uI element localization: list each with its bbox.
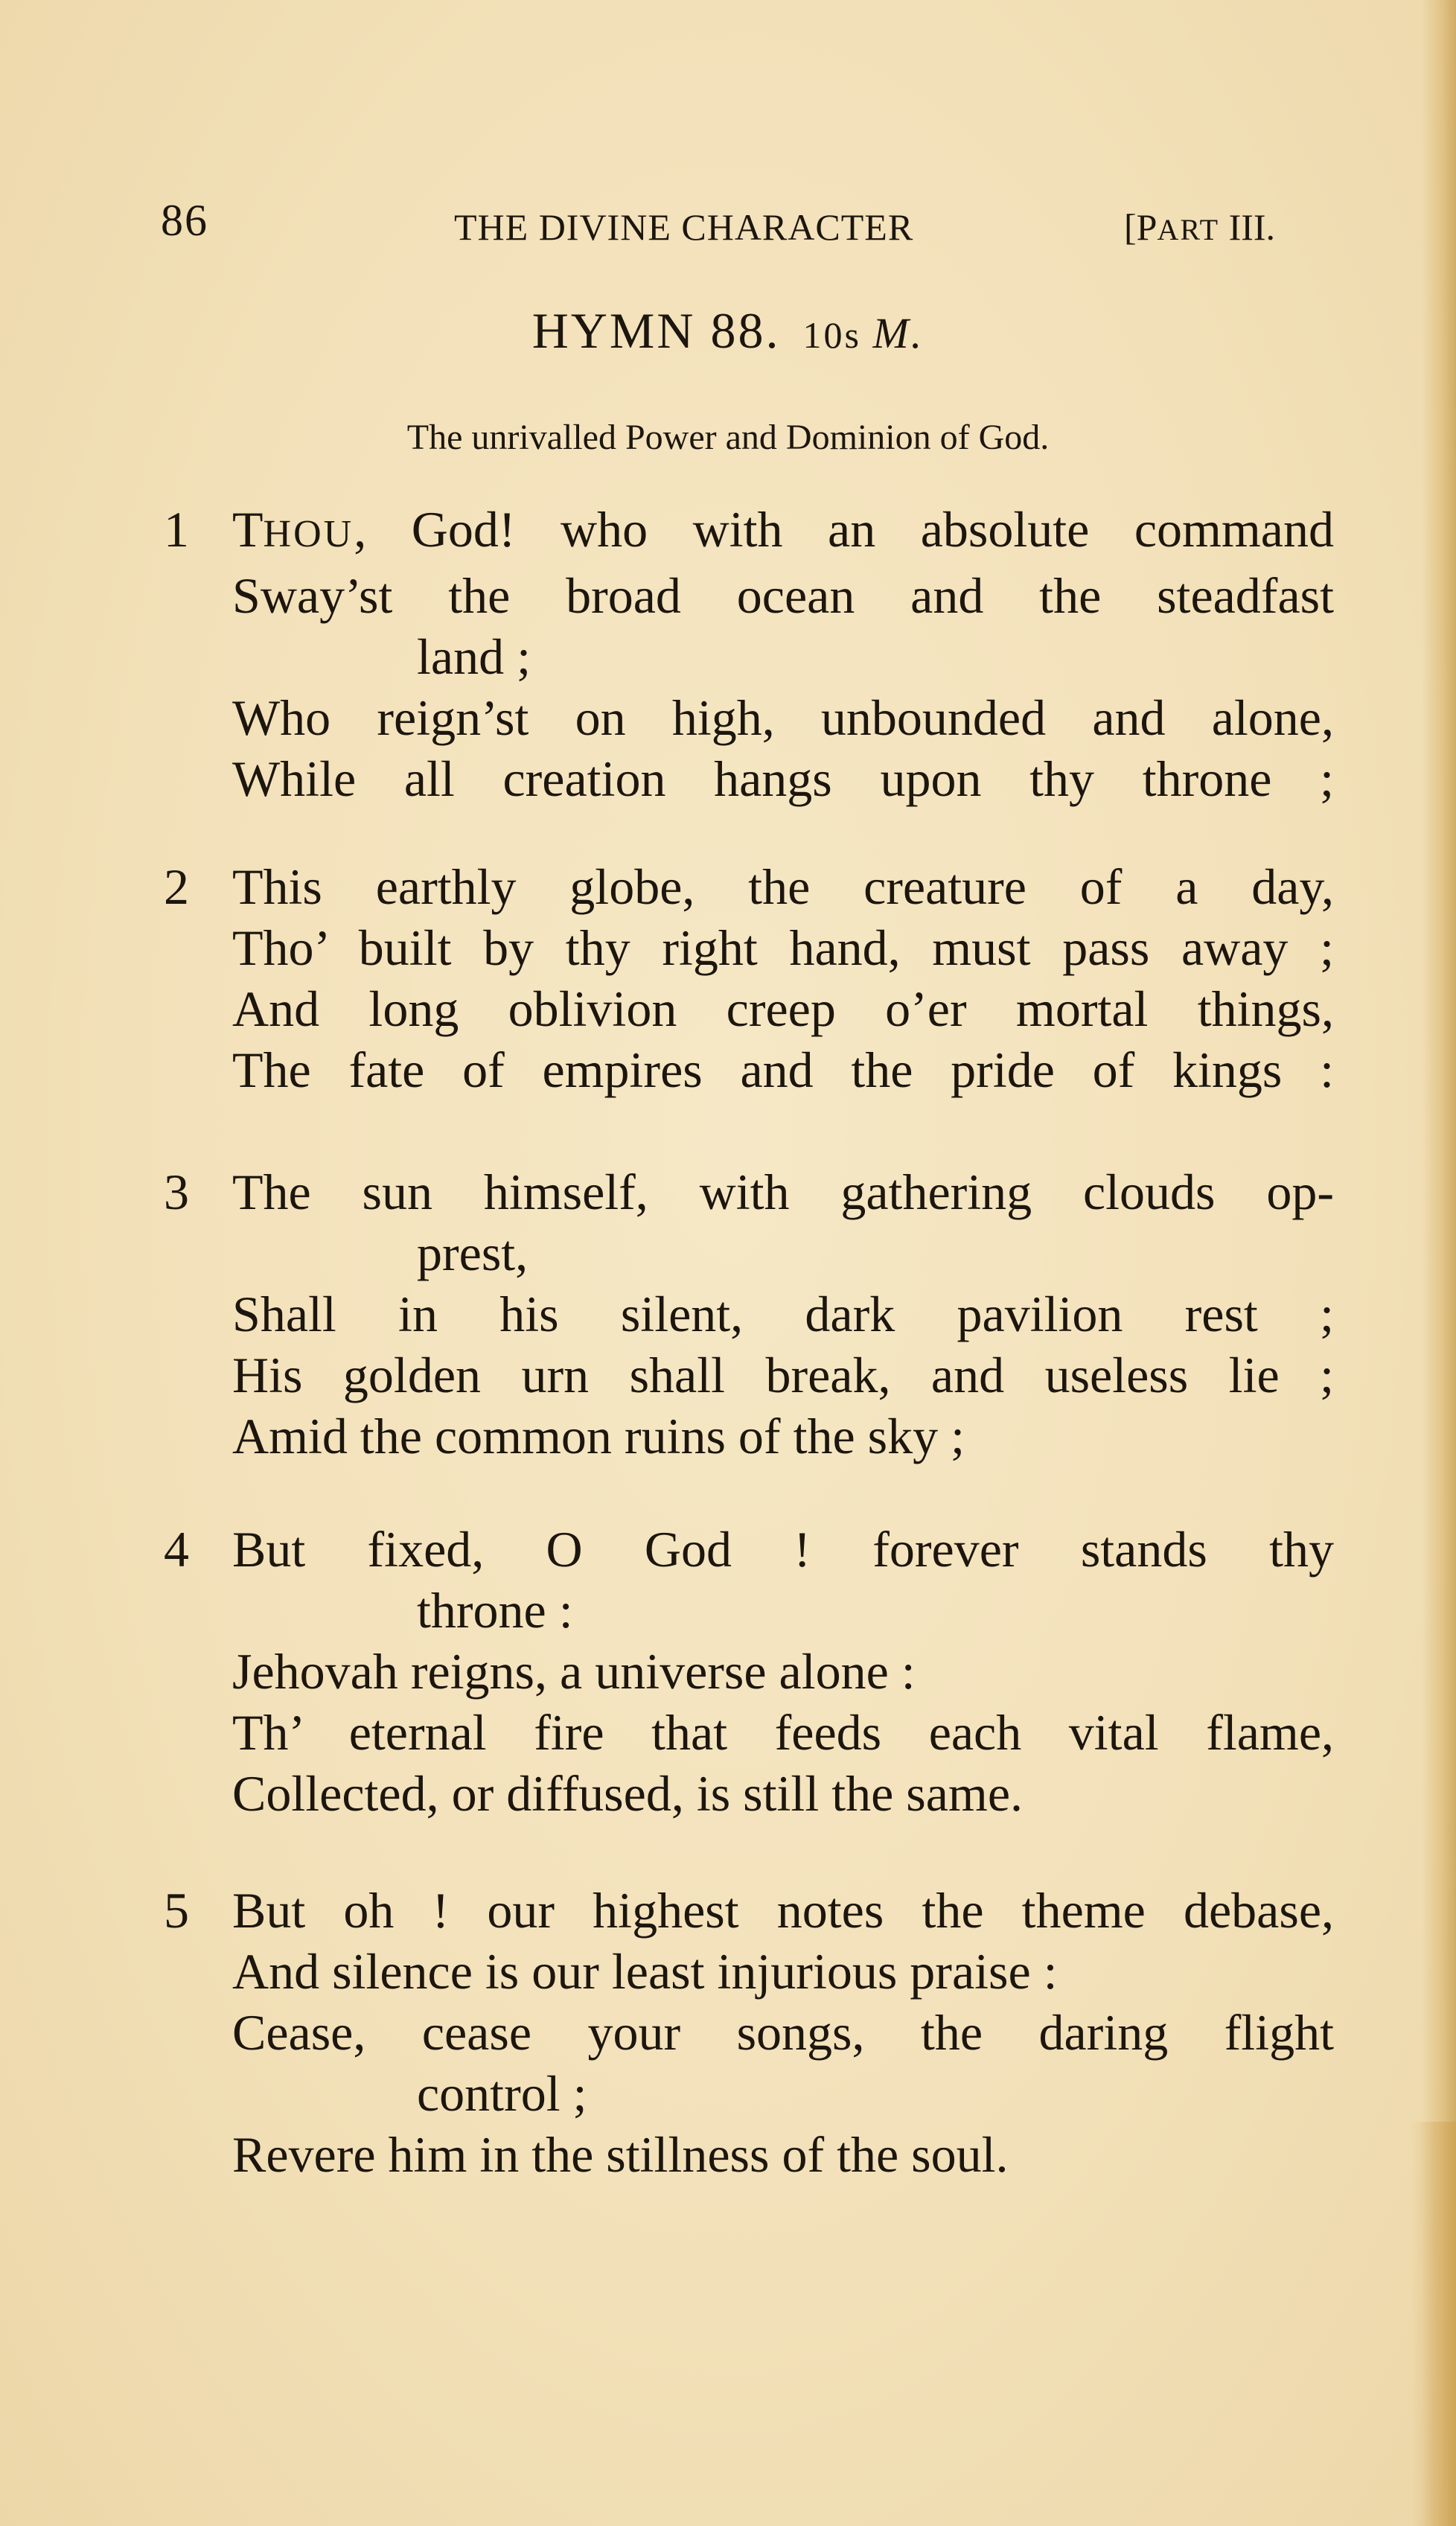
stanza-line: While all creation hangs upon thy throne ; bbox=[232, 750, 1334, 807]
page-edge-stain bbox=[1411, 2122, 1456, 2526]
stanza-2 bbox=[164, 856, 1340, 1100]
stanza-line: Revere him in the stillness of the soul. bbox=[232, 2126, 1009, 2183]
stanza-4 bbox=[164, 1519, 1340, 1824]
stanza-3 bbox=[164, 1161, 1340, 1467]
stanza-line: Jehovah reigns, a universe alone : bbox=[232, 1643, 916, 1700]
hymn-heading bbox=[0, 302, 1456, 360]
hymn-meter bbox=[802, 309, 925, 357]
stanza-1 bbox=[164, 499, 1340, 809]
stanza-number: 5 bbox=[164, 1882, 189, 1939]
stanza-line: Tho’ built by thy right hand, must pass away ; bbox=[232, 919, 1334, 976]
stanza-line: And silence is our least injurious praise : bbox=[232, 1943, 1058, 2000]
page-number: 86 bbox=[161, 196, 208, 245]
stanza-line: The fate of empires and the pride of kings : bbox=[232, 1042, 1334, 1098]
drop-cap-letter: T bbox=[232, 501, 264, 558]
stanza-line: land ; bbox=[417, 628, 531, 685]
part-label-number: III. bbox=[1219, 206, 1276, 248]
stanza-line: But fixed, O God ! forever stands thy bbox=[232, 1521, 1334, 1578]
stanza-line: The sun himself, with gathering clouds op- bbox=[232, 1164, 1334, 1220]
part-label-smallcaps: ART bbox=[1157, 213, 1220, 246]
stanza-number: 3 bbox=[164, 1164, 189, 1220]
stanza-line: prest, bbox=[417, 1225, 529, 1281]
stanza-line: Sway’st the broad ocean and the steadfast bbox=[232, 567, 1334, 624]
stanza-number: 2 bbox=[164, 858, 189, 915]
part-label bbox=[1124, 205, 1275, 249]
stanza-line: Amid the common ruins of the sky ; bbox=[232, 1408, 965, 1464]
running-head bbox=[0, 195, 1456, 247]
hymn-meter-number: 10s bbox=[802, 314, 861, 356]
stanza-line-text: , God! who with an absolute command bbox=[354, 501, 1334, 558]
stanza-line: Cease, cease your songs, the daring flight bbox=[232, 2004, 1334, 2061]
hymn-number: HYMN 88. bbox=[531, 302, 781, 359]
hymn-meter-m: M. bbox=[872, 309, 925, 357]
stanza-line: But oh ! our highest notes the theme debase, bbox=[232, 1882, 1334, 1939]
stanza-line bbox=[232, 499, 1334, 565]
stanza-number: 4 bbox=[164, 1521, 189, 1578]
stanza-line: Collected, or diffused, is still the same. bbox=[232, 1765, 1024, 1822]
stanza-line: This earthly globe, the creature of a day, bbox=[232, 858, 1334, 915]
stanza-line: Who reign’st on high, unbounded and alone, bbox=[232, 689, 1334, 746]
part-label-open: [P bbox=[1124, 206, 1158, 248]
stanza-line: Th’ eternal fire that feeds each vital flame, bbox=[232, 1704, 1334, 1761]
hymn-subtitle: The unrivalled Power and Dominion of God. bbox=[406, 418, 1050, 457]
stanza-line: And long oblivion creep o’er mortal things, bbox=[232, 980, 1334, 1037]
stanza-number: 1 bbox=[164, 501, 189, 558]
stanza-line: Shall in his silent, dark pavilion rest ; bbox=[232, 1286, 1334, 1342]
smallcaps-word: HOU bbox=[263, 513, 354, 555]
stanza-line: throne : bbox=[417, 1582, 573, 1639]
stanza-5 bbox=[164, 1880, 1340, 2185]
section-title: THE DIVINE CHARACTER bbox=[454, 206, 914, 248]
stanza-line: His golden urn shall break, and useless lie ; bbox=[232, 1347, 1334, 1403]
stanza-line: control ; bbox=[417, 2065, 587, 2122]
